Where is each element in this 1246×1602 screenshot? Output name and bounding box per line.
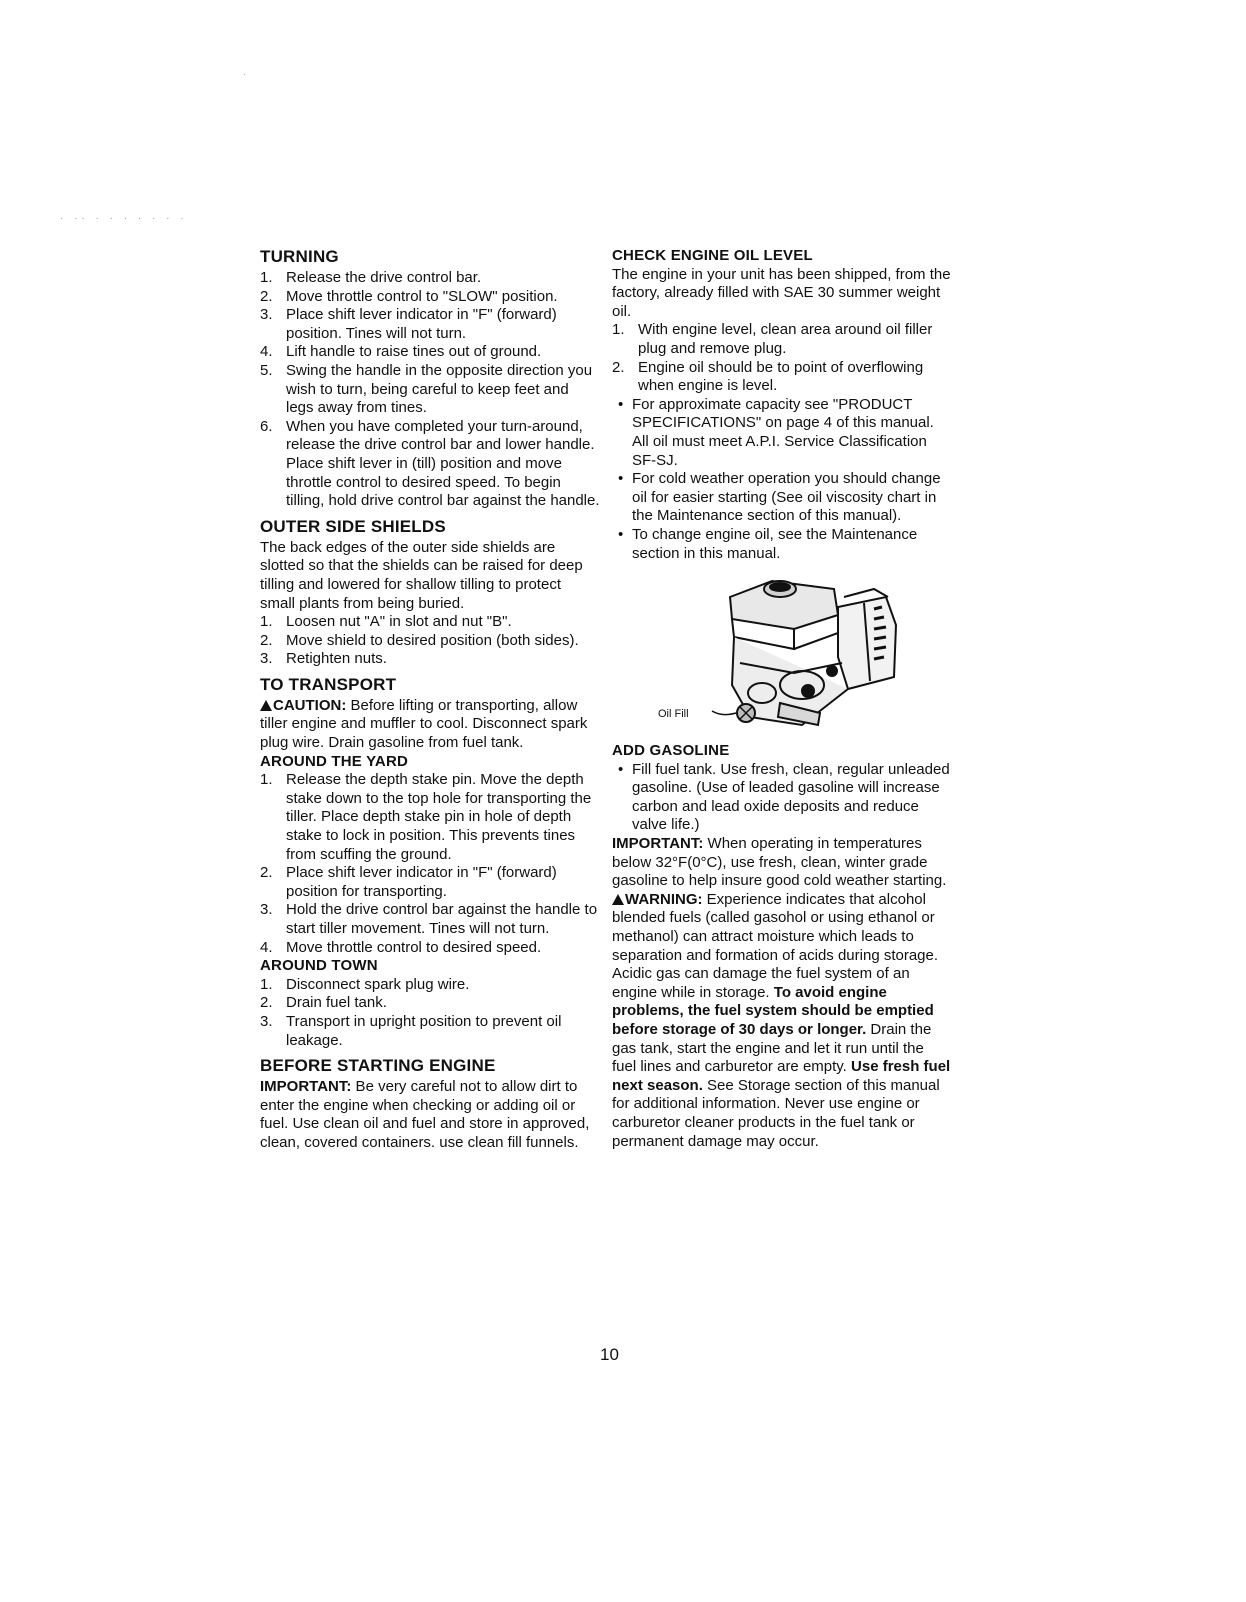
outer-shields-intro: The back edges of the outer side shields are slotted so that the shields can be raised for deep tilling and lowered for shallow tilling to protect small plants from being buried. <box>260 538 583 612</box>
step-number: 3. <box>260 650 273 668</box>
list-item <box>260 901 600 938</box>
turning-section <box>260 247 600 511</box>
before-starting-section <box>260 1056 600 1152</box>
step-number: 2. <box>260 864 273 882</box>
step-number: 3. <box>260 901 273 919</box>
turning-steps <box>260 269 600 511</box>
list-item <box>260 288 600 307</box>
step-number: 3. <box>260 1012 273 1030</box>
step-number: 1. <box>612 321 625 339</box>
list-item <box>612 321 952 358</box>
important-text: Be very careful not to allow dirt to enter the engine when checking or adding oil or fuel. Use clean oil and fuel and store in approved, clean, covered containers. use clean fill funnels. <box>260 1078 590 1151</box>
gasoline-bullet <box>612 761 952 835</box>
list-item <box>260 976 600 995</box>
gasoline-bullet-text: Fill fuel tank. Use fresh, clean, regular unleaded gasoline. (Use of leaded gasoline will increase carbon and lead oxide deposits and reduce valve life.) <box>632 760 950 834</box>
step-text: Release the drive control bar. <box>286 269 482 286</box>
step-number: 2. <box>260 287 273 305</box>
warning-text-1: Experience indicates that alcohol blended fuels (called gasohol or using ethanol or methanol) can attract moisture which leads to separation and formation of acids during storage. Acidic gas can damage the fuel system of an engine while in storage. <box>612 890 939 1001</box>
step-number: 2. <box>612 358 625 376</box>
bullet-marker: • <box>618 395 624 413</box>
gas-important-label: IMPORTANT: <box>612 835 704 853</box>
gasoline-important <box>612 835 952 891</box>
step-number: 6. <box>260 417 273 435</box>
list-item <box>260 771 600 864</box>
left-column <box>260 247 600 1153</box>
list-item <box>612 526 952 563</box>
list-item <box>260 362 600 418</box>
page-number: 10 <box>600 1345 619 1364</box>
list-item <box>260 343 600 362</box>
step-number: 5. <box>260 361 273 379</box>
caution-icon <box>260 700 272 711</box>
add-gasoline-heading: ADD GASOLINE <box>612 742 730 760</box>
step-text: Loosen nut "A" in slot and nut "B". <box>286 613 512 631</box>
check-oil-section <box>612 247 952 742</box>
step-number: 1. <box>260 269 273 286</box>
transport-section <box>260 675 600 1050</box>
check-oil-steps <box>612 321 952 395</box>
right-column <box>612 247 952 1151</box>
bullet-text: For approximate capacity see "PRODUCT SPECIFICATIONS" on page 4 of this manual. All oil must meet A.P.I. Service Classification SF-SJ. <box>632 395 934 469</box>
step-number: 1. <box>260 975 273 993</box>
step-text: Place shift lever indicator in "F" (forward) position. Tines will not turn. <box>286 306 557 342</box>
step-text: Move throttle control to desired speed. <box>286 938 542 956</box>
step-text: Lift handle to raise tines out of ground. <box>286 343 542 361</box>
outer-shields-section <box>260 517 600 669</box>
around-yard-heading: AROUND THE YARD <box>260 752 409 770</box>
bullet-marker: • <box>618 470 624 488</box>
check-oil-intro: The engine in your unit has been shipped, from the factory, already filled with SAE 30 summer weight oil. <box>612 265 951 320</box>
before-starting-important <box>260 1078 600 1152</box>
step-number: 2. <box>260 994 273 1012</box>
bullet-text: To change engine oil, see the Maintenance section in this manual. <box>632 525 918 562</box>
step-text: Drain fuel tank. <box>286 994 387 1012</box>
step-number: 3. <box>260 306 273 324</box>
check-oil-heading: CHECK ENGINE OIL LEVEL <box>612 247 813 264</box>
outer-shields-steps <box>260 613 600 669</box>
list-item <box>612 470 952 526</box>
step-text: When you have completed your turn-around, release the drive control bar and lower handle. Place shift lever in (till) position and move throttle control to desired speed. To begin tilling, hold drive control bar against the handle. <box>286 417 600 510</box>
step-number: 4. <box>260 343 273 361</box>
step-text: Move throttle control to "SLOW" position. <box>286 287 558 305</box>
list-item <box>260 864 600 901</box>
list-item <box>260 939 600 958</box>
transport-heading: TO TRANSPORT <box>260 674 397 694</box>
around-town-heading: AROUND TOWN <box>260 957 378 975</box>
step-text: Retighten nuts. <box>286 650 387 668</box>
transport-caution <box>260 697 600 753</box>
check-oil-bullets <box>612 396 952 563</box>
turning-heading: TURNING <box>260 247 339 266</box>
before-starting-heading: BEFORE STARTING ENGINE <box>260 1056 496 1076</box>
step-text: Swing the handle in the opposite direction you wish to turn, being careful to keep feet and legs away from tines. <box>286 361 593 417</box>
bullet-marker: • <box>618 760 624 778</box>
warning-bold-2: Use fresh fuel next season. <box>612 1058 951 1094</box>
list-item <box>260 994 600 1013</box>
list-item <box>612 396 952 470</box>
step-text: Move shield to desired position (both sides). <box>286 631 579 649</box>
list-item <box>612 359 952 396</box>
step-number: 4. <box>260 938 273 956</box>
engine-illustration <box>612 567 952 742</box>
caution-label: CAUTION: <box>273 696 347 714</box>
oil-fill-label: Oil Fill <box>658 708 689 721</box>
step-text: Transport in upright position to prevent oil leakage. <box>286 1012 562 1049</box>
add-gasoline-section <box>612 742 952 1151</box>
gas-important-text: When operating in temperatures below 32°F(0°C), use fresh, clean, winter grade gasoline to help insure good cold weather starting. <box>612 835 947 890</box>
gasoline-warning <box>612 891 952 1151</box>
scan-speck: · ·· · · · · · · · <box>60 213 188 224</box>
warning-label: WARNING: <box>625 890 703 908</box>
list-item <box>260 1013 600 1050</box>
step-number: 1. <box>260 613 273 631</box>
step-text: Engine oil should be to point of overflowing when engine is level. <box>638 358 924 395</box>
warning-icon <box>612 894 624 905</box>
list-item <box>260 650 600 669</box>
step-number: 2. <box>260 631 273 649</box>
step-text: Release the depth stake pin. Move the depth stake down to the top hole for transporting the tiller. Place depth stake pin in hole of depth stake to lock in position. This prevents tines from scuffing the ground. <box>286 771 592 863</box>
warning-bold-1: To avoid engine problems, the fuel system should be emptied before storage of 30 days or longer. <box>612 983 934 1038</box>
scan-speck: · <box>243 69 251 80</box>
outer-shields-heading: OUTER SIDE SHIELDS <box>260 516 446 536</box>
bullet-marker: • <box>618 525 624 543</box>
warning-text-2: Drain the gas tank, start the engine and let it run until the fuel lines and carburetor are empty. <box>612 1021 932 1076</box>
step-text: Hold the drive control bar against the handle to start tiller movement. Tines will not turn. <box>286 901 598 937</box>
list-item <box>260 418 600 511</box>
important-label: IMPORTANT: <box>260 1078 352 1096</box>
step-text: Place shift lever indicator in "F" (forward) position for transporting. <box>286 864 557 900</box>
bullet-text: For cold weather operation you should change oil for easier starting (See oil viscosity chart in the Maintenance section of this manual). <box>632 470 941 525</box>
list-item <box>260 613 600 632</box>
step-number: 1. <box>260 771 273 789</box>
list-item <box>260 306 600 343</box>
list-item <box>260 632 600 651</box>
caution-text: Before lifting or transporting, allow tiller engine and muffler to cool. Disconnect spark plug wire. Drain gasoline from fuel tank. <box>260 696 588 752</box>
step-text: Disconnect spark plug wire. <box>286 975 470 993</box>
list-item <box>260 269 600 288</box>
around-town-steps <box>260 976 600 1050</box>
warning-text-3: See Storage section of this manual for additional information. Never use engine or carburetor cleaner products in the fuel tank or permanent damage may occur. <box>612 1076 940 1150</box>
around-yard-steps <box>260 771 600 957</box>
step-text: With engine level, clean area around oil filler plug and remove plug. <box>638 321 933 357</box>
